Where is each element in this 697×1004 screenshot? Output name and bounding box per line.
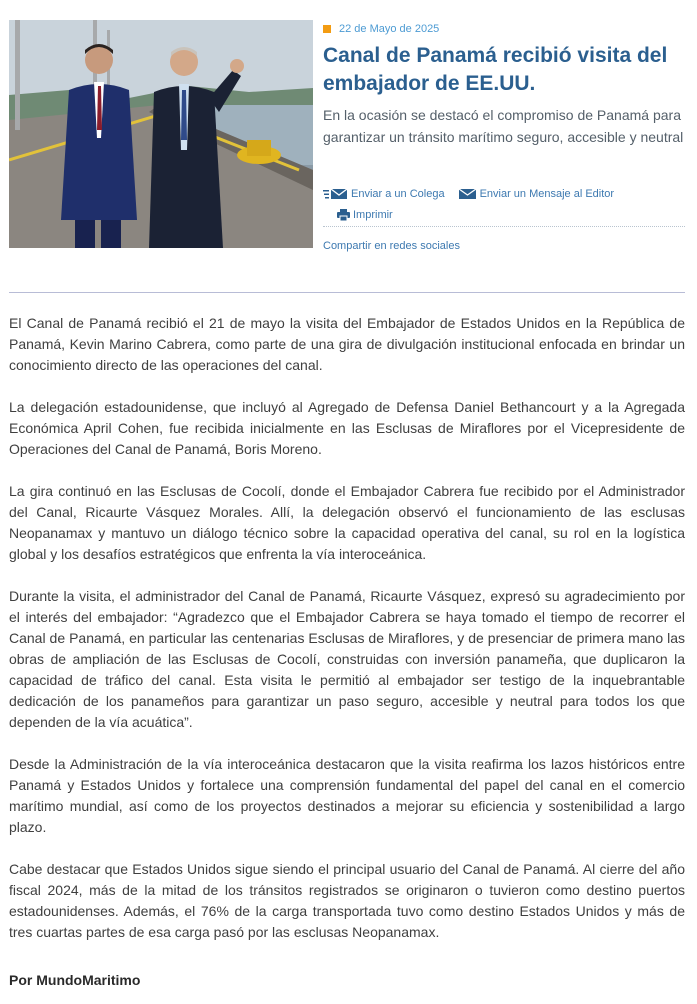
paragraph: Cabe destacar que Estados Unidos sigue siendo el principal usuario del Canal de Panamá. Al cierre del año fiscal 2024, más de la mitad de los tránsitos registrados se originaron o tuvieron como destino puertos estadounidenses. Además, el 76% de la carga transportada tuvo como destino Estados Unidos y más de tres cuartas partes de esa carga pasó por las esclusas Neopanamax.: [9, 861, 685, 940]
actions-divider: [323, 226, 685, 227]
article-date: 22 de Mayo de 2025: [339, 23, 440, 35]
article-photo: [9, 20, 313, 248]
envelope-icon: [459, 188, 477, 200]
print-label: Imprimir: [353, 209, 393, 221]
envelope-list-icon: [323, 188, 348, 200]
print-link[interactable]: [337, 209, 393, 221]
paragraph: Durante la visita, el administrador del Canal de Panamá, Ricaurte Vásquez, expresó su agradecimiento por el interés del embajador: “Agradezco que el Embajador Cabrera se haya tomado el tiempo de recorrer el Canal de Panamá, en particular las centenarias Esclusas de Miraflores, y de presenciar de primera mano las obras de ampliación de las Esclusas de Cocolí, construidas con inversión panameña, que duplicaron la capacidad de tráfico del canal. Esta visita le permitió al embajador ser testigo de la inquebrantable dedicación de los panameños para garantizar un paso seguro, accesible y neutral para todos los que dependen de la vía acuática”.: [9, 588, 685, 730]
article-header: [323, 22, 688, 148]
paragraph: La gira continuó en las Esclusas de Cocolí, donde el Embajador Cabrera fue recibido por el Administrador del Canal, Ricaurte Vásquez Morales. Allí, la delegación observó el funcionamiento de las esclusas Neopanamax y mantuvo un diálogo técnico sobre la capacidad operativa del canal, su rol en la logística global y los desafíos estratégicos que enfrenta la vía interoceánica.: [9, 483, 685, 562]
article-body: [9, 313, 685, 964]
send-to-colleague-label: Enviar a un Colega: [351, 188, 445, 200]
paragraph: Desde la Administración de la vía interoceánica destacaron que la visita reafirma los lazos históricos entre Panamá y Estados Unidos y fortalece una comprensión fundamental del papel del canal en el comercio marítimo mundial, así como de los proyectos destinados a mejorar su eficiencia y sostenibilidad a largo plazo.: [9, 756, 685, 835]
actions-row-1: [323, 186, 685, 202]
send-to-editor-link[interactable]: [459, 188, 615, 200]
date-marker-icon: [323, 25, 331, 33]
photo-illustration: [9, 20, 313, 248]
section-divider: [9, 292, 685, 293]
paragraph: El Canal de Panamá recibió el 21 de mayo la visita del Embajador de Estados Unidos en la República de Panamá, Kevin Marino Cabrera, como parte de una gira de divulgación institucional enfocada en brindar un conocimiento directo de las operaciones del canal.: [9, 315, 685, 373]
send-to-colleague-link[interactable]: [323, 188, 445, 200]
paragraph: La delegación estadounidense, que incluyó al Agregado de Defensa Daniel Bethancourt y a la Agregada Económica April Cohen, fue recibida inicialmente en las Esclusas de Miraflores por el Vicepresidente de Operaciones del Canal de Panamá, Boris Moreno.: [9, 399, 685, 457]
article-actions: [323, 186, 685, 227]
article-author: Por MundoMaritimo: [9, 972, 141, 988]
date-row: [323, 22, 688, 36]
actions-row-2: [323, 207, 685, 223]
article-title: Canal de Panamá recibió visita del embajador de EE.UU.: [323, 44, 668, 95]
share-social-link[interactable]: Compartir en redes sociales: [323, 240, 460, 252]
article-subtitle: En la ocasión se destacó el compromiso de Panamá para garantizar un tránsito marítimo seguro, accesible y neutral: [323, 107, 684, 145]
send-to-editor-label: Enviar un Mensaje al Editor: [479, 188, 615, 200]
printer-icon: [337, 209, 350, 221]
